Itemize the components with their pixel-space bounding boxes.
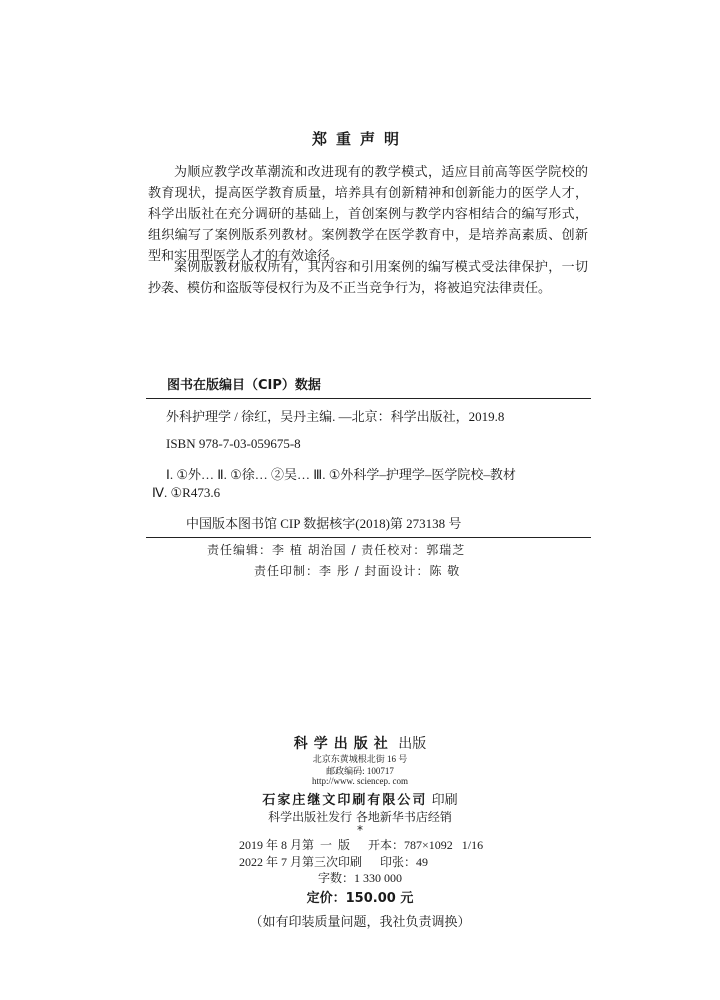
- cip-heading: 图书在版编目（CIP）数据: [167, 378, 321, 393]
- printer-name: 石家庄继文印刷有限公司: [262, 793, 428, 808]
- edition-line-2: 2022 年 7 月第三次印刷 印张：49: [239, 855, 429, 869]
- cip-top-rule: [146, 398, 591, 399]
- statement-title: 郑重声明: [311, 130, 408, 148]
- credits-printing-design: 责任印制：李 彤 / 封面设计：陈 敬: [254, 564, 461, 578]
- separator-star: *: [357, 823, 363, 837]
- statement-paragraph-2: 案例版教材版权所有，其内容和引用案例的编写模式受法律保护，一切抄袭、模仿和盗版等侵权行为及不正当竞争行为，将被追究法律责任。: [148, 260, 588, 296]
- publisher-url: http://www. sciencep. com: [312, 776, 408, 786]
- cip-isbn: ISBN 978-7-03-059675-8: [166, 436, 301, 451]
- publisher-address: 北京东黄城根北街 16 号: [312, 754, 408, 764]
- quality-notice: （如有印装质量问题，我社负责调换）: [249, 915, 471, 930]
- publisher-postcode: 邮政编码: 100717: [326, 766, 394, 776]
- cip-classification-line-2: Ⅳ. ①R473.6: [152, 485, 221, 500]
- cip-record-number: 中国版本图书馆 CIP 数据核字(2018)第 273138 号: [186, 516, 462, 531]
- publisher-name: 科学出版社: [293, 736, 394, 752]
- publisher-line: [0, 733, 720, 753]
- printer-line: [0, 789, 720, 808]
- printer-suffix: 印刷: [431, 793, 458, 808]
- price: 定价：150.00 元: [306, 891, 414, 906]
- word-count: 字数：1 330 000: [317, 871, 402, 885]
- cip-classification-line-1: Ⅰ. ①外… Ⅱ. ①徐… ②吴… Ⅲ. ①外科学–护理学–医学院校–教材: [166, 467, 516, 482]
- cip-bottom-rule: [146, 537, 591, 538]
- edition-line-1: 2019 年 8 月第 一 版 开本：787×1092 1/16: [239, 838, 484, 852]
- statement-paragraph-1: 为顺应教学改革潮流和改进现有的教学模式，适应目前高等医学院校的教育现状，提高医学教育质量，培养具有创新精神和创新能力的医学人才，科学出版社在充分调研的基础上，首创案例与教学内容相结合的编写形式，组织编写了案例版系列教材。案例教学在医学教育中，是培养高素质、创新型和实用型医学人才的有效途径。: [148, 165, 588, 264]
- publisher-suffix: 出版: [398, 736, 427, 752]
- credits-editors: 责任编辑：李 植 胡治国 / 责任校对：郭瑞芝: [207, 543, 466, 557]
- distribution-line: 科学出版社发行 各地新华书店经销: [268, 810, 452, 824]
- cip-bibliographic-line: 外科护理学 / 徐红，吴丹主编. —北京：科学出版社，2019.8: [166, 409, 505, 424]
